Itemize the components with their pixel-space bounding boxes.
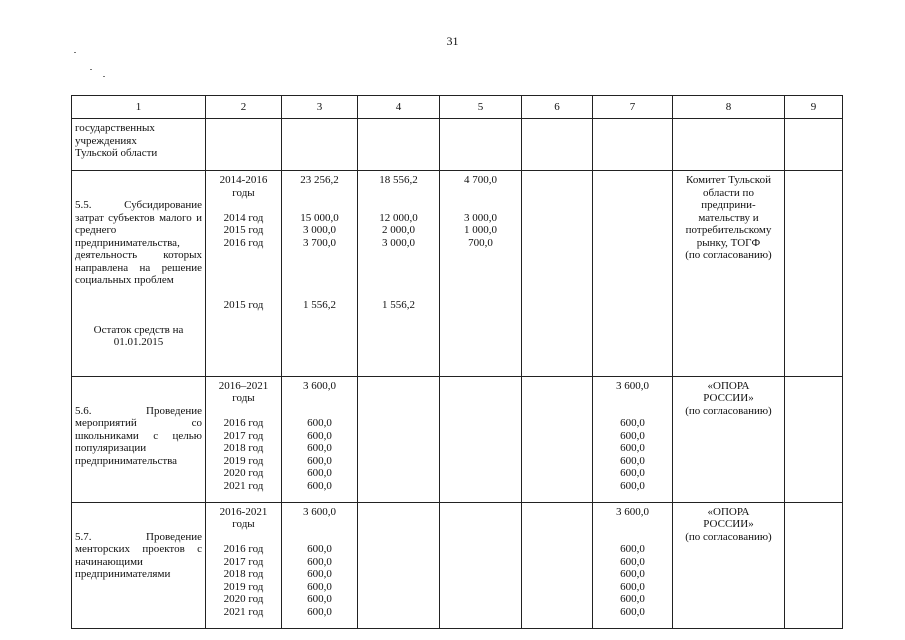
activity-cell: государственных учреждениях Тульской области [72,119,206,171]
activity-text: 5.7. Проведение менторских проектов с начинающими предпринимателями [75,530,205,580]
amount-cell: 3 600,0 600,0 600,0 600,0 600,0 600,0 600,0 [282,502,358,628]
scan-speck [74,52,76,53]
amount-cell [440,502,522,628]
period-cell [206,119,282,171]
amount-cell: 23 256,2 15 000,0 3 000,0 3 700,0 1 556,2 [282,171,358,377]
header-cell: 4 [358,96,440,119]
activity-cell [72,376,206,502]
scan-speck [90,69,92,70]
amount-cell: 3 600,0 600,0 600,0 600,0 600,0 600,0 600,0 [282,376,358,502]
header-cell: 7 [593,96,673,119]
table-row [72,171,843,377]
header-cell: 2 [206,96,282,119]
amount-cell [522,376,593,502]
header-row [72,96,843,119]
period-cell: 2014-2016 годы 2014 год 2015 год 2016 год 2015 год [206,171,282,377]
balance-label: Остаток средств на 01.01.2015 [93,323,184,348]
budget-table [71,95,843,629]
amount-cell: 18 556,2 12 000,0 2 000,0 3 000,0 1 556,2 [358,171,440,377]
header-cell: 9 [785,96,843,119]
table-row [72,502,843,628]
amount-cell [282,119,358,171]
amount-cell [440,119,522,171]
header-cell: 6 [522,96,593,119]
activity-text: 5.6. Проведение мероприятий со школьниками с целью популяризации предпринимательства [75,404,205,467]
amount-cell [522,502,593,628]
note-cell [785,171,843,377]
amount-cell: 4 700,0 3 000,0 1 000,0 700,0 [440,171,522,377]
amount-cell [358,119,440,171]
table-row [72,119,843,171]
amount-cell [358,376,440,502]
executor-cell [673,119,785,171]
amount-cell [593,171,673,377]
header-cell: 3 [282,96,358,119]
amount-cell [593,119,673,171]
amount-cell [522,119,593,171]
activity-cell [72,171,206,377]
header-cell: 1 [72,96,206,119]
table-row [72,376,843,502]
amount-cell [358,502,440,628]
note-cell [785,376,843,502]
header-cell: 8 [673,96,785,119]
period-cell: 2016-2021 годы 2016 год 2017 год 2018 год 2019 год 2020 год 2021 год [206,502,282,628]
executor-cell: «ОПОРА РОССИИ» (по согласованию) [673,502,785,628]
executor-cell: Комитет Тульской области по предприни- мательству и потребительскому рынку, ТОГФ (по согласованию) [673,171,785,377]
header-cell: 5 [440,96,522,119]
scan-speck [103,76,105,77]
page-number: 31 [446,34,459,48]
executor-cell: «ОПОРА РОССИИ» (по согласованию) [673,376,785,502]
amount-cell [440,376,522,502]
amount-cell [522,171,593,377]
period-cell: 2016–2021 годы 2016 год 2017 год 2018 год 2019 год 2020 год 2021 год [206,376,282,502]
activity-text: 5.5. Субсидирование затрат субъектов малого и среднего предпринимательства, деятельность которых направлена на решение социальных проблем [75,199,205,286]
amount-cell: 3 600,0 600,0 600,0 600,0 600,0 600,0 600,0 [593,376,673,502]
note-cell [785,119,843,171]
amount-cell: 3 600,0 600,0 600,0 600,0 600,0 600,0 600,0 [593,502,673,628]
activity-cell [72,502,206,628]
note-cell [785,502,843,628]
